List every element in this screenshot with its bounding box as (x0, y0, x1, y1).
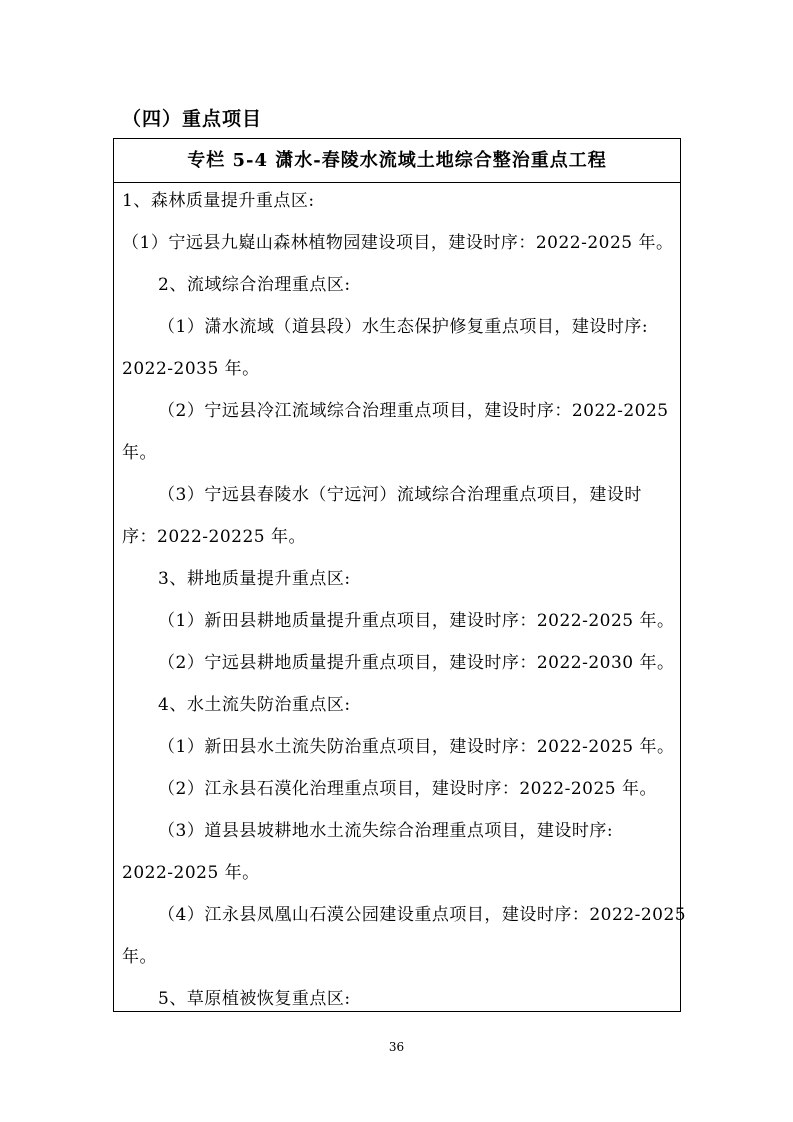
project-item: （1）新田县耕地质量提升重点项目，建设时序：2022-2025 年。 (158, 611, 675, 631)
category-heading: 1、森林质量提升重点区: (122, 191, 315, 211)
section-heading: （四）重点项目 (122, 108, 263, 130)
page-number: 36 (388, 1040, 405, 1054)
project-item: （1）宁远县九嶷山森林植物园建设项目，建设时序：2022-2025 年。 (122, 233, 674, 253)
project-item: （2）江永县石漠化治理重点项目，建设时序：2022-2025 年。 (158, 779, 657, 799)
category-heading: 2、流域综合治理重点区: (158, 275, 351, 295)
project-item: （2）宁远县冷江流域综合治理重点项目，建设时序：2022-2025 (158, 401, 669, 421)
box-title: 专栏 5-4 潇水-春陵水流域土地综合整治重点工程 (114, 139, 680, 183)
category-heading: 3、耕地质量提升重点区: (158, 569, 351, 589)
project-item: （1）潇水流域（道县段）水生态保护修复重点项目，建设时序: (158, 317, 649, 337)
category-heading: 5、草原植被恢复重点区: (158, 989, 351, 1009)
project-item: （3）道县县坡耕地水土流失综合治理重点项目，建设时序: (158, 821, 614, 841)
project-item-continuation: 年。 (122, 947, 157, 967)
project-item: （2）宁远县耕地质量提升重点项目，建设时序：2022-2030 年。 (158, 653, 675, 673)
project-item: （1）新田县水土流失防治重点项目，建设时序：2022-2025 年。 (158, 737, 675, 757)
feature-box (113, 138, 687, 1012)
project-item-continuation: 2022-2025 年。 (122, 863, 260, 883)
project-item-continuation: 2022-2035 年。 (122, 359, 260, 379)
project-item: （4）江永县凤凰山石漠公园建设重点项目，建设时序：2022-2025 (158, 905, 687, 925)
category-heading: 4、水土流失防治重点区: (158, 695, 351, 715)
project-item-continuation: 序：2022-20225 年。 (122, 527, 306, 547)
project-item-continuation: 年。 (122, 443, 157, 463)
project-item: （3）宁远县春陵水（宁远河）流域综合治理重点项目，建设时 (158, 485, 642, 505)
